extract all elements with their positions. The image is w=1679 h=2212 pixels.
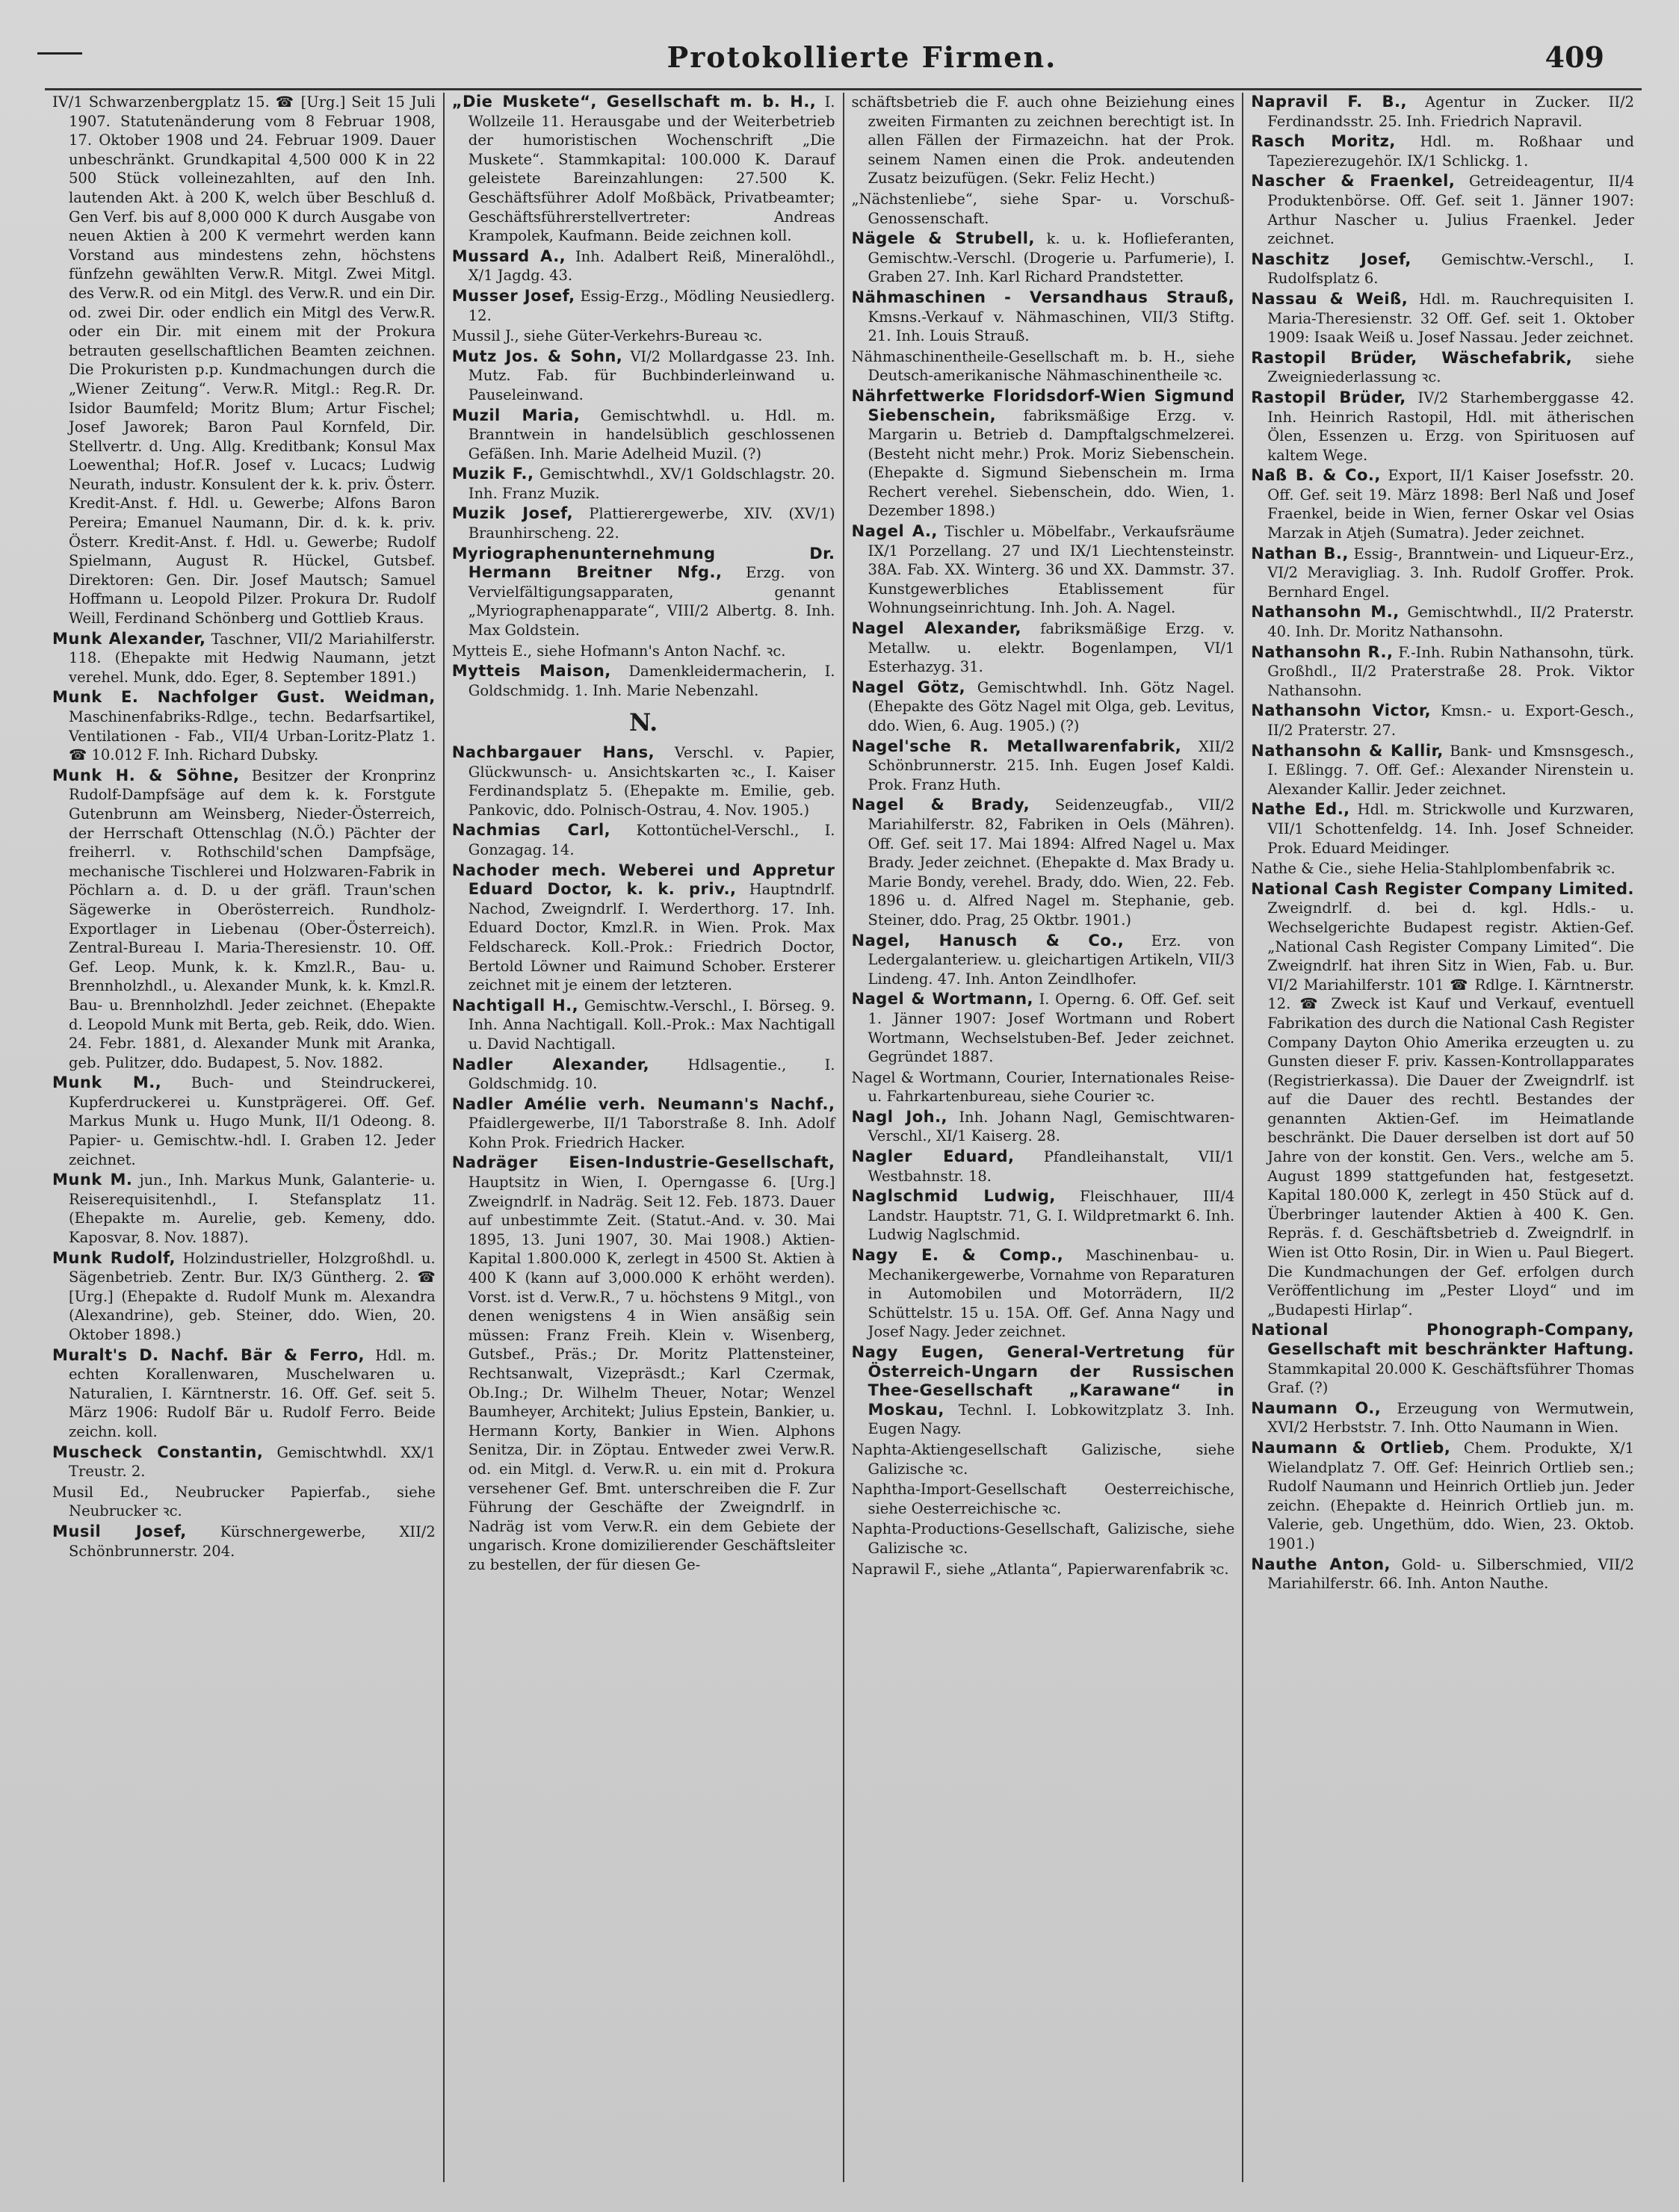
firm-name: Nathan B., [1251, 544, 1349, 563]
entry-text: Gemischtw.-Verschl., I. Börseg. 9. Inh. Anna Nachtigall. Koll.-Prok.: Max Nachtigall u. David Nachtigall. [468, 997, 835, 1053]
directory-entry [852, 1068, 1235, 1106]
directory-entry [1251, 1439, 1634, 1554]
directory-entry [52, 1171, 436, 1247]
directory-entry [1251, 349, 1634, 387]
firm-name: Napravil F. B., [1251, 93, 1407, 111]
directory-entry [852, 1343, 1235, 1439]
entry-text: Besitzer der Kronprinz Rudolf-Dampfsäge auf dem k. k. Forstgute Gutenbrunn am Weinsberg, Nieder-Österreich, der Herrschaft Ottenschlag (N.Ö.) Pächter der freiherrl. v. Rothschild'schen Dampfsäge, mechanische Tischlerei und Holzwaren-Fabrik in Pöchlarn a. d. D. u der gräfl. Traun'schen Sägewerke in Oberösterreich. Rundholz-Exportlager in Liebenau (Ober-Österreich). Zentral-Bureau I. Maria-Theresienstr. 10. Off. Gef. Leop. Munk, k. k. Kmzl.R., Bau- u. Brennholzhdl., u. Alexander Munk, k. k. Kmzl.R. Bau- u. Brennholzhdl. Jeder zeichnet. (Ehepakte d. Leopold Munk mit Berta, geb. Reik, ddo. Wien. 24. Febr. 1881, d. Alexander Munk mit Aranka, geb. Pulitzer, ddo. Budapest, 5. Nov. 1882. [69, 766, 436, 1071]
directory-entry [1251, 250, 1634, 288]
directory-entry [452, 821, 835, 859]
entry-text: Naphta-Aktiengesellschaft Galizische, siehe Galizische ꝛc. [851, 1440, 1235, 1478]
firm-name: Nadräger Eisen-Industrie-Gesellschaft, [451, 1153, 835, 1172]
firm-name: Nachoder mech. Weberei und Appretur Eduard Doctor, k. k. priv., [451, 861, 835, 899]
entry-text: fabriksmäßige Erzg. v. Metallw. u. elektr. Bogenlampen, VI/1 Esterhazyg. 31. [868, 620, 1235, 676]
entry-text: Hdl. m. echten Korallenwaren, Muschelwaren u. Naturalien, I. Kärntnerstr. 16. Off. Gef. seit 5. März 1906: Rudolf Bär u. Rudolf Ferro. Beide zeichn. koll. [69, 1346, 436, 1440]
firm-name: Munk Alexander, [52, 629, 206, 648]
directory-entry [852, 737, 1235, 795]
entry-text: I. Operng. 6. Off. Gef. seit 1. Jänner 1907: Josef Wortmann und Robert Wortmann, Wechselstuben-Bef. Jeder zeichnet. Gegründet 1887. [868, 991, 1235, 1066]
firm-name: Nagel & Brady, [851, 796, 1030, 814]
directory-entry [852, 1147, 1235, 1186]
directory-entry [452, 504, 835, 542]
firm-name: Nagel'sche R. Metallwarenfabrik, [851, 737, 1182, 755]
firm-name: Musil Josef, [52, 1522, 187, 1540]
directory-entry [852, 190, 1235, 228]
directory-entry [1251, 701, 1634, 740]
directory-entry [852, 1108, 1235, 1146]
directory-entry [452, 662, 835, 700]
directory-entry [52, 1483, 436, 1521]
firm-name: Rasch Moritz, [1251, 132, 1396, 151]
entry-text: Essig-, Branntwein- und Liqueur-Erz., VI/2 Meravigliag. 3. Inh. Rudolf Groffer. Prok. Bernhard Engel. [1267, 545, 1634, 601]
firm-name: Munk Rudolf, [52, 1248, 176, 1267]
firm-name: Nährfettwerke Floridsdorf-Wien Sigmund Siebenschein, [851, 386, 1235, 424]
firm-name: Myriographenunternehmung Dr. Hermann Breitner Nfg., [451, 544, 835, 582]
entry-text: Bank- und Kmsnsgesch., I. Eßlingg. 7. Off. Gef.: Alexander Nirenstein u. Alexander Kallir. Jeder zeichnet. [1267, 742, 1634, 798]
entry-text: Essig-Erzg., Mödling Neusiedlerg. 12. [468, 287, 835, 324]
entry-text: Stammkapital 20.000 K. Geschäftsführer Thomas Graf. (?) [1267, 1360, 1634, 1397]
firm-name: Rastopil Brüder, Wäschefabrik, [1251, 348, 1573, 367]
firm-name: Naumann & Ortlieb, [1251, 1438, 1451, 1457]
firm-name: Nathansohn & Kallir, [1251, 741, 1444, 760]
directory-entry [452, 1056, 835, 1094]
firm-name: Nascher & Fraenkel, [1251, 172, 1456, 190]
firm-name: Mutz Jos. & Sohn, [451, 347, 623, 365]
directory-entry [1251, 1399, 1634, 1437]
entry-text: Naprawil F., siehe „Atlanta“, Papierwarenfabrik ꝛc. [851, 1560, 1229, 1578]
firm-name: Muscheck Constantin, [52, 1443, 264, 1461]
firm-name: Nachtigall H., [451, 996, 579, 1014]
entry-text: Technl. I. Lobkowitzplatz 3. Inh. Eugen Nagy. [868, 1401, 1235, 1438]
entry-text: I. Wollzeile 11. Herausgabe und der Weiterbetrieb der humoristischen Wochenschrift „Die Muskete“. Stammkapital: 100.000 K. Darauf geleistete Bareinzahlungen: 27.500 K. Geschäftsführer Adolf Moßbäck, Privatbeamter; Geschäftsführerstellvertreter: Andreas Krampolek, Kaufmann. Beide zeichnen koll. [468, 93, 835, 245]
entry-text: k. u. k. Hoflieferanten, Gemischtw.-Verschl. (Drogerie u. Parfumerie), I. Graben 27. Inh. Karl Richard Prandstetter. [868, 230, 1235, 286]
directory-entry [452, 1095, 835, 1153]
directory-entry [852, 1519, 1235, 1558]
header-dash [37, 52, 82, 55]
entry-text: Hdl. m. Roßhaar und Tapezierezugehör. IX/1 Schlickg. 1. [1267, 133, 1635, 170]
directory-entry [452, 326, 835, 346]
column-4 [1242, 93, 1642, 2182]
entry-text: Seidenzeugfab., VII/2 Mariahilferstr. 82, Fabriken in Oels (Mähren). Off. Gef. seit 17. Mai 1894: Alfred Nagel u. Max Brady. Jeder zeichnet. (Ehepakte d. Max Brady u. Marie Bondy, verehel. Brady, ddo. Wien, 22. Feb. 1896 u. d. Alfred Nagel m. Stephanie, geb. Steiner, ddo. Prag, 25 Oktbr. 1901.) [868, 796, 1235, 929]
directory-entry [852, 796, 1235, 929]
entry-text: Musil Ed., Neubrucker Papierfab., siehe Neubrucker ꝛc. [52, 1483, 436, 1520]
directory-entry [52, 630, 436, 687]
directory-entry [52, 688, 436, 764]
directory-entry [452, 642, 835, 661]
firm-name: Munk E. Nachfolger Gust. Weidman, [52, 688, 436, 707]
firm-name: Naumann O., [1251, 1398, 1382, 1417]
directory-entry [1251, 1555, 1634, 1593]
firm-name: Nagel Alexander, [851, 619, 1021, 638]
directory-entry [852, 619, 1235, 677]
entry-text: Zweigndrlf. d. bei d. kgl. Hdls.- u. Wechselgerichte Budapest registr. Aktien-Gef. „National Cash Register Company Limited“. Die Zweigndrlf. hat ihren Sitz in Wien, Fab. u. Bur. VI/2 Mariahilferstr. 101 ☎ Rdlge. I. Kärntnerstr. 12. ☎ Zweck ist Kauf und Verkauf, eventuell Fabrikation des durch die National Cash Register Company Dayton Ohio Amerika erzeugten u. zu Gunsten dieser F. priv. Kassen-Kontrollapparates (Registrierkassa). Die Dauer der Zweigndrlf. ist auf die Dauer des rechtl. Bestandes der genannten Aktien-Gef. im Heimatlande beschränkt. Die Dauer derselben ist dort auf 50 Jahre von der konstit. Gen. Vers., welche am 5. August 1899 stattgefunden hat, festgesetzt. Kapital 180.000 K, zerlegt in 450 Stück auf d. Überbringer lautender Aktien à 400 K. Gen. Repräs. f. d. Geschäftsbetrieb d. Zweigndrlf. in Wien ist Otto Rosin, Dir. in Wien u. Paul Biegert. Die Kundmachungen der Gef. erfolgen durch Veröffentlichung im „Pester Lloyd“ und im „Budapesti Hirlap“. [1267, 899, 1634, 1319]
entry-text: Damenkleidermacherin, I. Goldschmidg. 1. Inh. Marie Nebenzahl. [468, 663, 835, 699]
directory-entry [1251, 93, 1634, 131]
entry-text: Tischler u. Möbelfabr., Verkaufsräume IX/1 Porzellang. 27 und IX/1 Liechtensteinstr. 38A. Fab. XX. Winterg. 36 und XX. Dammstr. 37. Kunstgewerbliches Etablissement für Wohnungseinrichtung. Inh. Joh. A. Nagel. [868, 523, 1235, 617]
directory-entry [852, 93, 1235, 188]
entry-text: Gemischtwhdl. Inh. Götz Nagel. (Ehepakte des Götz Nagel mit Olga, geb. Levitus, ddo. Wien, 6. Aug. 1905.) (?) [868, 678, 1235, 734]
firm-name: Nachbargauer Hans, [451, 743, 655, 761]
firm-name: Muzik F., [451, 465, 534, 483]
entry-text: Export, II/1 Kaiser Josefsstr. 20. Off. Gef. seit 19. März 1898: Berl Naß und Josef Fraenkel, beide in Wien, ferner Oskar vel Osias Marzak in Atjeh (Sumatra). Jeder zeichnet. [1267, 467, 1635, 542]
entry-text: Hauptsitz in Wien, I. Operngasse 6. [Urg.] Zweigndrlf. in Nadräg. Seit 12. Feb. 1873. Dauer auf unbestimmte Zeit. (Statut.-And. v. 30. Mai 1895, 13. Juni 1907, 30. Mai 1908.) Aktien-Kapital 1.800.000 K, zerlegt in 4500 St. Aktien à 400 K (kann auf 3,000.000 K erhöht werden). Vorst. ist d. Verw.R., 7 u. höchstens 9 Mitgl., von denen wenigstens 4 in Wien ansäßig sein müssen: Franz Freih. Klein v. Wisenberg, Gutsbef., Präs.; Dr. Moritz Plattensteiner, Rechtsanwalt, Vizepräsdt.; Karl Czermak, Ob.Ing.; Dr. Wilhelm Theuer, Notar; Wenzel Baumheyer, Architekt; Julius Epstein, Bankier, u. Hermann Korty, Bankier in Wien. Alphons Senitza, Dir. in Zöptau. Entweder zwei Verw.R. od. ein Mitgl. d. Verw.R. u. ein mit d. Prokura versehener Gef. Bmt. unterschreiben die F. Zur Führung der Geschäfte der Zweigndrlf. in Nadräg ist vom Verw.R. ein dem Gebiete der ungarisch. Krone domizilierender Geschäftsleiter zu bestellen, der für diesen Ge- [468, 1174, 835, 1573]
firm-name: Nachmias Carl, [451, 821, 611, 840]
entry-text: IV/2 Starhemberggasse 42. Inh. Heinrich Rastopil, Hdl. mit ätherischen Ölen, Essenzen u. Erzg. von Spirituosen auf kaltem Wege. [1267, 388, 1634, 464]
firm-name: Nähmaschinen - Versandhaus Strauß, [851, 288, 1235, 306]
entry-text: Naphta-Productions-Gesellschaft, Galizische, siehe Galizische ꝛc. [851, 1520, 1235, 1557]
page-header [90, 36, 1634, 88]
entry-text: VI/2 Mollardgasse 23. Inh. Mutz. Fab. für Buchbinderleinwand u. Pauseleinwand. [468, 347, 835, 403]
entry-text: Mussil J., siehe Güter-Verkehrs-Bureau ꝛc. [451, 327, 763, 345]
firm-name: Nagel & Wortmann, [851, 990, 1034, 1009]
entry-text: Hdl. m. Strickwolle und Kurzwaren, VII/1 Schottenfeldg. 14. Inh. Josef Schneider. Prok. Eduard Meidinger. [1267, 801, 1635, 857]
entry-text: F.-Inh. Rubin Nathansohn, türk. Großhdl., II/2 Praterstraße 28. Prok. Viktor Nathansohn. [1267, 643, 1634, 699]
firm-name: Nagl Joh., [851, 1107, 948, 1126]
firm-name: „Die Muskete“, Gesellschaft m. b. H., [451, 93, 817, 111]
directory-entry [452, 861, 835, 995]
entry-text: IV/1 Schwarzenbergplatz 15. ☎ [Urg.] Seit 15 Juli 1907. Statutenänderung vom 8 Februar 1908, 17. Oktober 1908 und 24. Februar 1909. Dauer unbeschränkt. Grundkapital 4,500 000 K in 22 500 Stück volleinezahlten, auf den Inh. lautenden Akt. à 200 K, welch über Beschluß d. Gen Verf. bis auf 8,000 000 K durch Ausgabe von neuen Aktien à 200 K vermehrt werden kann Vorstand aus mindestens zehn, höchstens fünfzehn gewählten Verw.R. Mitgl. Zwei Mitgl. des Verw.R. od ein Mitgl. des Verw.R. und ein Dir. od. zwei Dir. oder endlich ein Mitgl des Verw.R. oder ein Dir. mit einem mit der Prokura betrauten gesellschaftlichen Beamten zeichnen. Die Prokuristen p.p. Kundmachungen durch die „Wiener Zeitung“. Verw.R. Mitgl.: Reg.R. Dr. Isidor Baumfeld; Moritz Blum; Artur Fischel; Josef Jaworek; Baron Paul Kornfeld, Dir. Stellvertr. d. Ung. Allg. Kreditbank; Konsul Max Loewenthal; Hof.R. Josef v. Lucacs; Ludwig Neurath, industr. Konsulent der k. k. priv. Österr. Kredit-Anst. f. Hdl. u. Gewerbe; Alfons Baron Pereira; Emanuel Naumann, Dir. d. k. k. priv. Österr. Kredit-Anst. f. Hdl. u. Gewerbe; Rudolf Spielmann, August R. Hückel, Gutsbef. Direktoren: Gen. Dir. Josef Mautsch; Samuel Hoffmann u. Leopold Pilzer. Prokura Dr. Rudolf Weill, Ferdinand Schönberg und Gottlieb Kraus. [52, 93, 436, 628]
directory-entry [852, 1246, 1235, 1342]
directory-entry [52, 1346, 436, 1442]
firm-name: Rastopil Brüder, [1251, 388, 1406, 406]
directory-entry [52, 1522, 436, 1561]
directory-entry [452, 1153, 835, 1574]
directory-entry [452, 545, 835, 640]
entry-text: Erz. von Ledergalanteriew. u. gleichartigen Artikeln, VII/3 Lindeng. 47. Inh. Anton Zeindlhofer. [868, 932, 1235, 988]
directory-entry [1251, 880, 1634, 1320]
entry-text: Naphtha-Import-Gesellschaft Oesterreichische, siehe Oesterreichische ꝛc. [851, 1481, 1235, 1517]
entry-text: Verschl. v. Papier, Glückwunsch- u. Ansichtskarten ꝛc., I. Kaiser Ferdinandsplatz 5. (Ehepakte m. Emilie, geb. Pankovic, ddo. Polnisch-Ostrau, 4. Nov. 1905.) [468, 744, 835, 819]
firm-name: Nagler Eduard, [851, 1147, 1015, 1166]
entry-text: Maschinenfabriks-Rdlge., techn. Bedarfsartikel, Ventilationen - Fab., VII/4 Urban-Loritz-Platz 1. ☎ 10.012 F. Inh. Richard Dubsky. [69, 708, 436, 764]
entry-text: jun., Inh. Markus Munk, Galanterie- u. Reiserequisitenhdl., I. Stefansplatz 11. (Ehepakte m. Aurelie, geb. Kemeny, ddo. Kaposvar, 8. Nov. 1887). [69, 1171, 436, 1247]
directory-entry [852, 1440, 1235, 1478]
entry-text: Chem. Produkte, X/1 Wielandplatz 7. Off. Gef: Heinrich Ortlieb sen.; Rudolf Naumann und Heinrich Ortlieb jun. Jeder zeichn. (Ehepakte d. Heinrich Ortlieb jun. m. Valerie, geb. Ungethüm, ddo. Wien, 23. Oktob. 1901.) [1267, 1439, 1634, 1552]
entry-text: Erzg. von Vervielfältigungsapparaten, genannt „Myriographenapparate“, VIII/2 Albertg. 8. Inh. Max Goldstein. [468, 564, 835, 639]
firm-name: Nauthe Anton, [1251, 1555, 1391, 1573]
column-1 [45, 93, 443, 2182]
entry-text: Kmsn.- u. Export-Gesch., II/2 Praterstr. 27. [1267, 702, 1634, 739]
entry-text: Buch- und Steindruckerei, Kupferdruckerei u. Kunstprägerei. Off. Gef. Markus Munk u. Hugo Munk, II/1 Odeong. 8. Papier- u. Gemischtw.-hdl. I. Graben 12. Jeder zeichnet. [69, 1074, 436, 1168]
entry-text: Plattierergewerbe, XIV. (XV/1) Braunhirscheng. 22. [468, 505, 835, 542]
firm-name: Mytteis Maison, [451, 662, 611, 681]
firm-name: Munk H. & Söhne, [52, 766, 240, 784]
directory-entry [452, 347, 835, 405]
directory-entry [52, 1074, 436, 1169]
entry-text: schäftsbetrieb die F. auch ohne Beiziehung eines zweiten Firmanten zu zeichnen berechtigt ist. In allen Fällen der Firmazeichn. hat der Prok. seinem Namen einen die Prok. andeutenden Zusatz beizufügen. (Sekr. Feliz Hecht.) [851, 93, 1235, 188]
directory-entry [852, 387, 1235, 521]
directory-entry [52, 1443, 436, 1481]
entry-text: Gemischtwhdl., II/2 Praterstr. 40. Inh. Dr. Moritz Nathansohn. [1267, 604, 1634, 641]
firm-name: Nagel A., [851, 522, 938, 541]
column-3 [843, 93, 1243, 2182]
firm-name: Nathansohn R., [1251, 642, 1394, 661]
entry-text: Erzeugung von Wermutwein, XVI/2 Herbststr. 7. Inh. Otto Naumann in Wien. [1267, 1399, 1634, 1437]
page-number: 409 [1545, 40, 1604, 74]
directory-entry [1251, 290, 1634, 347]
firm-name: National Phonograph-Company, Gesellschaft mit beschränkter Haftung. [1251, 1321, 1634, 1358]
entry-text: Gemischtw.-Verschl., I. Rudolfsplatz 6. [1267, 250, 1634, 288]
directory-entry [452, 406, 835, 464]
entry-text: siehe Zweigniederlassung ꝛc. [1267, 349, 1635, 386]
directory-entry [852, 678, 1235, 736]
firm-name: Nagel Götz, [851, 678, 966, 696]
directory-entry [1251, 132, 1634, 170]
entry-text: Agentur in Zucker. II/2 Ferdinandsstr. 25. Inh. Friedrich Napravil. [1267, 93, 1634, 130]
firm-name: Nathe Ed., [1251, 800, 1350, 819]
entry-text: Kottontüchel-Verschl., I. Gonzagag. 14. [468, 822, 835, 858]
directory-entry [1251, 643, 1634, 701]
entry-text: Pfandleihanstalt, VII/1 Westbahnstr. 18. [868, 1148, 1235, 1185]
columns-container [45, 93, 1642, 2182]
directory-entry [852, 1187, 1235, 1245]
entry-text: fabriksmäßige Erzg. v. Margarin u. Betrieb d. Dampftalgschmelzerei. (Besteht nicht mehr.) Prok. Moriz Siebenschein. (Ehepakte d. Sigmund Siebenschein m. Irma Rechert verehel. Siebenschein, ddo. Wien, 1. Dezember 1898.) [868, 406, 1235, 520]
firm-name: Nägele & Strubell, [851, 229, 1035, 248]
firm-name: Naß B. & Co., [1251, 466, 1381, 485]
directory-entry [1251, 1321, 1634, 1397]
directory-entry [452, 465, 835, 503]
entry-text: Kürschnergewerbe, XII/2 Schönbrunnerstr. 204. [69, 1522, 436, 1560]
directory-entry [852, 1560, 1235, 1579]
directory-entry [852, 990, 1235, 1066]
firm-name: Muralt's D. Nachf. Bär & Ferro, [52, 1345, 365, 1364]
firm-name: Nassau & Weiß, [1251, 289, 1409, 308]
entry-text: Gemischtwhdl. XX/1 Treustr. 2. [69, 1443, 436, 1481]
firm-name: Nagy E. & Comp., [851, 1246, 1064, 1265]
entry-text: Inh. Johann Nagl, Gemischtwaren-Verschl., XI/1 Kaiserg. 28. [868, 1108, 1235, 1145]
firm-name: Nathansohn Victor, [1251, 701, 1432, 720]
firm-name: Nadler Alexander, [451, 1055, 650, 1074]
directory-entry [452, 93, 835, 246]
firm-name: Naschitz Josef, [1251, 250, 1411, 268]
directory-entry [852, 522, 1235, 618]
firm-name: Nagy Eugen, General-Vertretung für Österreich-Ungarn der Russischen Thee-Gesellschaft „Karawane“ in Moskau, [851, 1343, 1235, 1419]
directory-entry [852, 229, 1235, 287]
directory-entry [1251, 388, 1634, 465]
entry-text: „Nächstenliebe“, siehe Spar- u. Vorschuß-Genossenschaft. [851, 190, 1235, 227]
directory-entry [852, 1480, 1235, 1518]
entry-text: Hdl. m. Rauchrequisiten I. Maria-Theresienstr. 32 Off. Gef. seit 1. Oktober 1909: Isaak Weiß u. Josef Nassau. Jeder zeichnet. [1267, 290, 1634, 347]
entry-text: Hauptndrlf. Nachod, Zweigndrlf. I. Werderthorg. 17. Inh. Eduard Doctor, Kmzl.R. in Wien. Prok. Max Feldschareck. Koll.-Prok.: Friedrich Doctor, Bertold Löwner und Raimund Schober. Ersterer zeichnet mit je einem der letzteren. [468, 881, 835, 994]
entry-text: Nähmaschinentheile-Gesellschaft m. b. H., siehe Deutsch-amerikanische Nähmaschinentheile ꝛc. [851, 347, 1235, 385]
entry-text: Inh. Adalbert Reiß, Mineralöhdl., X/1 Jagdg. 43. [468, 247, 835, 285]
entry-text: Gold- u. Silberschmied, VII/2 Mariahilferstr. 66. Inh. Anton Nauthe. [1267, 1555, 1634, 1593]
directory-entry [452, 743, 835, 820]
firm-name: Mussard A., [451, 247, 566, 265]
entry-text: Fleischhauer, III/4 Landstr. Hauptstr. 71, G. I. Wildpretmarkt 6. Inh. Ludwig Naglschmid. [868, 1188, 1235, 1244]
column-2 [443, 93, 843, 2182]
directory-entry [852, 932, 1235, 989]
directory-entry [852, 347, 1235, 385]
entry-text: Hdlsagentie., I. Goldschmidg. 10. [468, 1056, 835, 1093]
firm-name: Muzil Maria, [451, 406, 581, 424]
directory-entry [1251, 603, 1634, 641]
page-title: Protokollierte Firmen. [667, 40, 1057, 74]
directory-entry [1251, 545, 1634, 602]
directory-entry [452, 287, 835, 325]
firm-name: Musser Josef, [451, 286, 575, 305]
directory-entry [452, 997, 835, 1054]
entry-text: XII/2 Schönbrunnerstr. 215. Inh. Eugen Josef Kaldi. Prok. Franz Huth. [868, 737, 1235, 793]
directory-entry [52, 93, 436, 628]
entry-text: Nathe & Cie., siehe Helia-Stahlplombenfabrik ꝛc. [1251, 860, 1615, 878]
firm-name: Munk M., [52, 1074, 162, 1092]
entry-text: Kmsns.-Verkauf v. Nähmaschinen, VII/3 Stiftg. 21. Inh. Louis Strauß. [868, 308, 1235, 345]
directory-entry [452, 247, 835, 285]
entry-text: Maschinenbau- u. Mechanikergewerbe, Vornahme von Reparaturen in Automobilen und Motorrädern, II/2 Schüttelstr. 15 u. 15A. Off. Gef. Anna Nagy und Josef Nagy. Jeder zeichnet. [868, 1247, 1235, 1341]
directory-entry [1251, 859, 1634, 879]
firm-name: National Cash Register Company Limited. [1251, 879, 1634, 898]
directory-entry [852, 288, 1235, 346]
entry-text: Mytteis E., siehe Hofmann's Anton Nachf. ꝛc. [451, 642, 786, 660]
directory-entry [1251, 172, 1634, 248]
firm-name: Nathansohn M., [1251, 603, 1400, 622]
directory-entry [1251, 742, 1634, 799]
firm-name: Nadler Amélie verh. Neumann's Nachf., [451, 1094, 835, 1113]
firm-name: Nagel, Hanusch & Co., [851, 931, 1125, 949]
directory-entry [1251, 466, 1634, 542]
entry-text: Gemischtwhdl. u. Hdl. m. Branntwein in handelsüblich geschlossenen Gefäßen. Inh. Marie Adelheid Muzil. (?) [468, 406, 835, 462]
firm-name: Naglschmid Ludwig, [851, 1187, 1056, 1206]
header-rule [45, 88, 1642, 90]
directory-entry [52, 766, 436, 1073]
firm-name: Muzik Josef, [451, 504, 574, 523]
entry-text: Gemischtwhdl., XV/1 Goldschlagstr. 20. Inh. Franz Muzik. [468, 465, 835, 502]
entry-text: Taschner, VII/2 Mariahilferstr. 118. (Ehepakte mit Hedwig Naumann, jetzt verehel. Munk, ddo. Eger, 8. September 1891.) [69, 630, 436, 686]
entry-text: Holzindustrieller, Holzgroßhdl. u. Sägenbetrieb. Zentr. Bur. IX/3 Güntherg. 2. ☎ [Urg.] (Ehepakte d. Rudolf Munk m. Alexandra (Alexandrine), geb. Steiner, ddo. Wien, 20. Oktober 1898.) [69, 1249, 436, 1343]
firm-name: Munk M. [52, 1171, 133, 1189]
entry-text: Pfaidlergewerbe, II/1 Taborstraße 8. Inh. Adolf Kohn Prok. Friedrich Hacker. [468, 1115, 835, 1151]
entry-text: Getreideagentur, II/4 Produktenbörse. Off. Gef. seit 1. Jänner 1907: Arthur Nascher u. Julius Fraenkel. Jeder zeichnet. [1267, 173, 1634, 248]
section-heading: N. [628, 708, 658, 737]
directory-entry [1251, 800, 1634, 858]
entry-text: Nagel & Wortmann, Courier, Internationales Reise- u. Fahrkartenbureau, siehe Courier ꝛc. [851, 1068, 1235, 1106]
directory-entry [52, 1249, 436, 1345]
